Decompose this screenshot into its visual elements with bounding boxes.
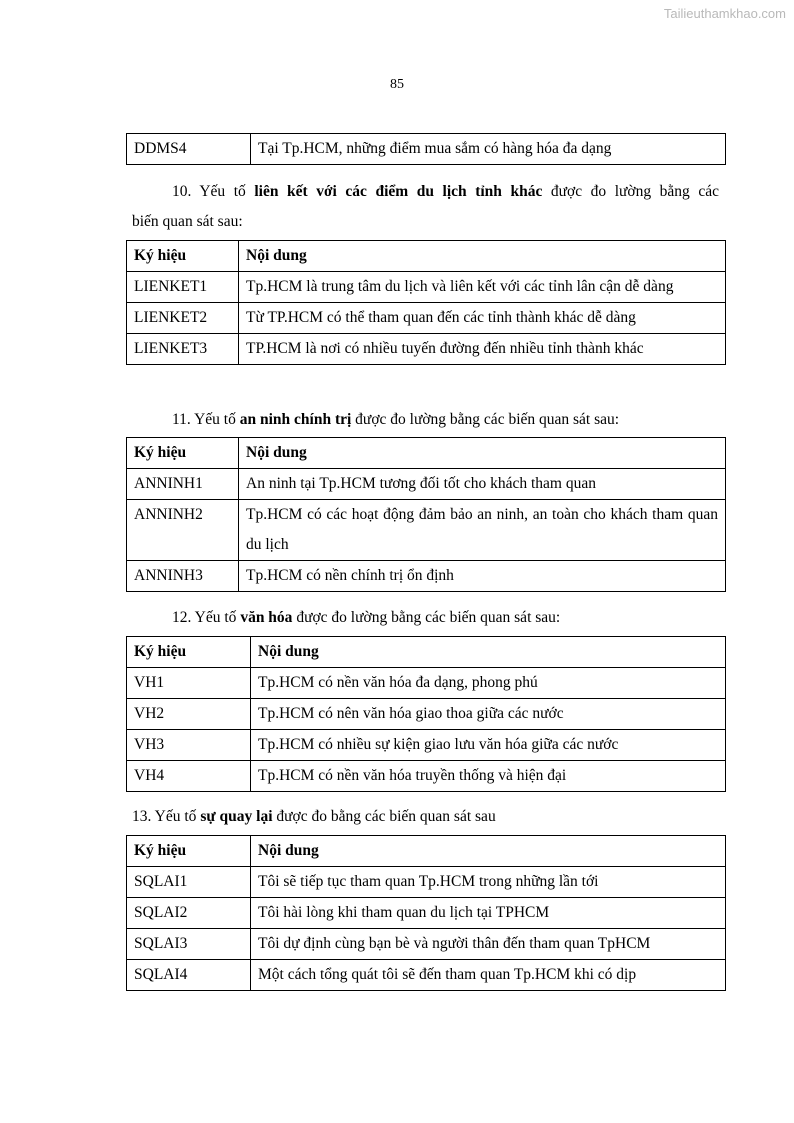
section-10-heading: 10. Yếu tố liên kết với các điểm du lịch tỉnh khác được đo lường bằng các — [172, 183, 720, 200]
content-cell: Từ TP.HCM có thể tham quan đến các tỉnh thành khác dễ dàng — [239, 303, 726, 334]
code-cell: ANNINH2 — [127, 500, 239, 561]
content-cell: An ninh tại Tp.HCM tương đối tốt cho khách tham quan — [239, 469, 726, 500]
content-cell: Tp.HCM có nền văn hóa đa dạng, phong phú — [251, 668, 726, 699]
content-cell: Tôi sẽ tiếp tục tham quan Tp.HCM trong những lần tới — [251, 867, 726, 898]
table-row — [127, 469, 726, 500]
content-cell: Tp.HCM có nên văn hóa giao thoa giữa các nước — [251, 699, 726, 730]
content-cell: Một cách tổng quát tôi sẽ đến tham quan Tp.HCM khi có dịp — [251, 960, 726, 991]
table-row — [127, 334, 726, 365]
code-cell: ANNINH1 — [127, 469, 239, 500]
code-cell: VH4 — [127, 761, 251, 792]
section-10-heading-cont: biến quan sát sau: — [132, 213, 243, 230]
code-cell: VH2 — [127, 699, 251, 730]
content-cell: Tp.HCM là trung tâm du lịch và liên kết với các tỉnh lân cận dễ dàng — [239, 272, 726, 303]
content-cell: Tp.HCM có nhiều sự kiện giao lưu văn hóa giữa các nước — [251, 730, 726, 761]
header-code: Ký hiệu — [127, 241, 239, 272]
content-cell: Tp.HCM có nền văn hóa truyền thống và hiện đại — [251, 761, 726, 792]
table-header-row — [127, 836, 726, 867]
code-cell: SQLAI1 — [127, 867, 251, 898]
code-cell: SQLAI3 — [127, 929, 251, 960]
content-cell: Tp.HCM có nền chính trị ổn định — [239, 561, 726, 592]
table-row — [127, 867, 726, 898]
table-row — [127, 929, 726, 960]
sqlai-table — [126, 835, 726, 991]
table-row — [127, 960, 726, 991]
code-cell: DDMS4 — [127, 134, 251, 165]
code-cell: SQLAI2 — [127, 898, 251, 929]
table-row — [127, 668, 726, 699]
table-row — [127, 500, 726, 561]
table-row — [127, 898, 726, 929]
header-code: Ký hiệu — [127, 438, 239, 469]
table-header-row — [127, 637, 726, 668]
code-cell: VH1 — [127, 668, 251, 699]
code-cell: SQLAI4 — [127, 960, 251, 991]
vanhoa-table — [126, 636, 726, 792]
code-cell: ANNINH3 — [127, 561, 239, 592]
header-content: Nội dung — [251, 836, 726, 867]
code-cell: LIENKET3 — [127, 334, 239, 365]
lienket-table — [126, 240, 726, 365]
section-13-heading: 13. Yếu tố sự quay lại được đo bằng các biến quan sát sau — [132, 808, 496, 825]
table-row — [127, 761, 726, 792]
code-cell: VH3 — [127, 730, 251, 761]
watermark: Tailieuthamkhao.com — [663, 6, 786, 21]
content-cell: Tôi dự định cùng bạn bè và người thân đến tham quan TpHCM — [251, 929, 726, 960]
header-content: Nội dung — [239, 438, 726, 469]
header-code: Ký hiệu — [127, 836, 251, 867]
section-12-heading: 12. Yếu tố văn hóa được đo lường bằng các biến quan sát sau: — [172, 609, 561, 626]
table-row — [127, 134, 726, 165]
table-row — [127, 730, 726, 761]
header-content: Nội dung — [239, 241, 726, 272]
section-11-heading: 11. Yếu tố an ninh chính trị được đo lường bằng các biến quan sát sau: — [172, 411, 620, 428]
page-number: 85 — [390, 77, 404, 92]
content-cell: Tại Tp.HCM, những điểm mua sắm có hàng hóa đa dạng — [251, 134, 726, 165]
code-cell: LIENKET1 — [127, 272, 239, 303]
header-code: Ký hiệu — [127, 637, 251, 668]
header-content: Nội dung — [251, 637, 726, 668]
table-header-row — [127, 438, 726, 469]
table-row — [127, 561, 726, 592]
table-header-row — [127, 241, 726, 272]
content-cell: Tp.HCM có các hoạt động đảm bảo an ninh, an toàn cho khách tham quan du lịch — [239, 500, 726, 561]
anninh-table — [126, 437, 726, 592]
table-row — [127, 699, 726, 730]
code-cell: LIENKET2 — [127, 303, 239, 334]
content-cell: Tôi hài lòng khi tham quan du lịch tại TPHCM — [251, 898, 726, 929]
table-row — [127, 303, 726, 334]
content-cell: TP.HCM là nơi có nhiều tuyến đường đến nhiều tỉnh thành khác — [239, 334, 726, 365]
ddms-table — [126, 133, 726, 165]
table-row — [127, 272, 726, 303]
